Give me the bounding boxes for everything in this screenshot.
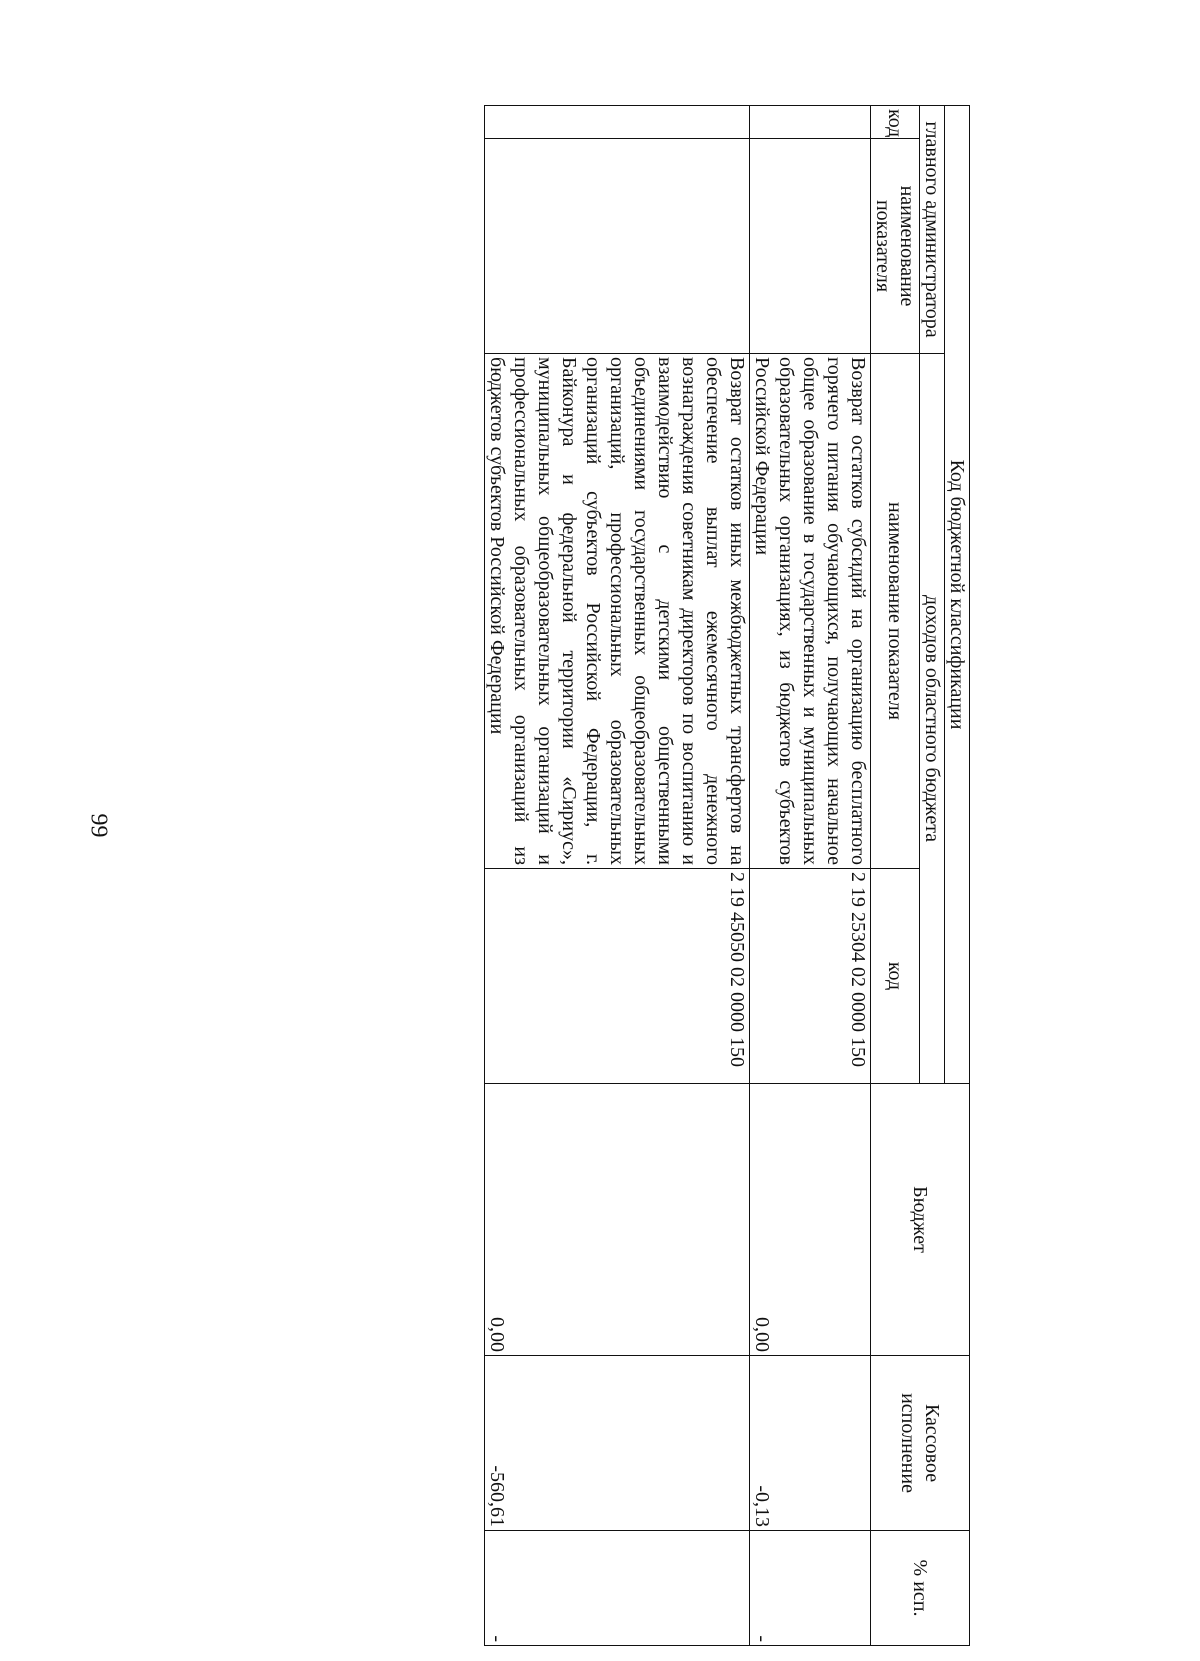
page-number: 99 bbox=[85, 813, 112, 838]
row-budget: 0,00 bbox=[750, 1084, 871, 1356]
row-income-name: Возврат остатков иных межбюджетных трансфертов на обеспечение выплат ежемесячного денежного вознаграждения советникам директоров по воспитанию и взаимодействию с детскими общественными объединениями государственных общеобразовательных организаций, профессиональных образовательных организаций субъектов Российской Федерации, г. Байконура и федеральной территории «Сириус», муниципальных общеобразовательных организаций и профессиональных образовательных организаций из бюджетов субъектов Российской Федерации bbox=[485, 354, 750, 869]
row-percent: - bbox=[485, 1531, 750, 1646]
header-row-1 bbox=[945, 106, 970, 1646]
header-admin: главного администратора bbox=[920, 106, 945, 354]
row-admin-name bbox=[485, 139, 750, 354]
table-row bbox=[485, 106, 750, 1646]
header-budget: Бюджет bbox=[871, 1084, 970, 1356]
budget-table bbox=[484, 105, 970, 1646]
header-cash: Кассовое исполнение bbox=[871, 1356, 970, 1531]
table-row bbox=[750, 106, 871, 1646]
header-income-code: код bbox=[871, 869, 920, 1084]
header-income: доходов областного бюджета bbox=[920, 354, 945, 1084]
header-percent: % исп. bbox=[871, 1531, 970, 1646]
row-cash: -0,13 bbox=[750, 1356, 871, 1531]
row-cash: -560,61 bbox=[485, 1356, 750, 1531]
row-admin-code bbox=[750, 106, 871, 139]
row-income-name: Возврат остатков субсидий на организацию бесплатного горячего питания обучающихся, получающих начальное общее образование в государственных и муниципальных образовательных организациях, из бюджетов субъектов Российской Федерации bbox=[750, 354, 871, 869]
header-classification: Код бюджетной классификации bbox=[945, 106, 970, 1084]
header-income-name: наименование показателя bbox=[871, 354, 920, 869]
header-admin-code: код bbox=[871, 106, 920, 139]
row-percent: - bbox=[750, 1531, 871, 1646]
rotated-table-container bbox=[170, 105, 970, 1645]
row-income-code: 2 19 25304 02 0000 150 bbox=[750, 869, 871, 1084]
row-income-code: 2 19 45050 02 0000 150 bbox=[485, 869, 750, 1084]
row-budget: 0,00 bbox=[485, 1084, 750, 1356]
row-admin-name bbox=[750, 139, 871, 354]
row-admin-code bbox=[485, 106, 750, 139]
header-admin-name: наименование показателя bbox=[871, 139, 920, 354]
